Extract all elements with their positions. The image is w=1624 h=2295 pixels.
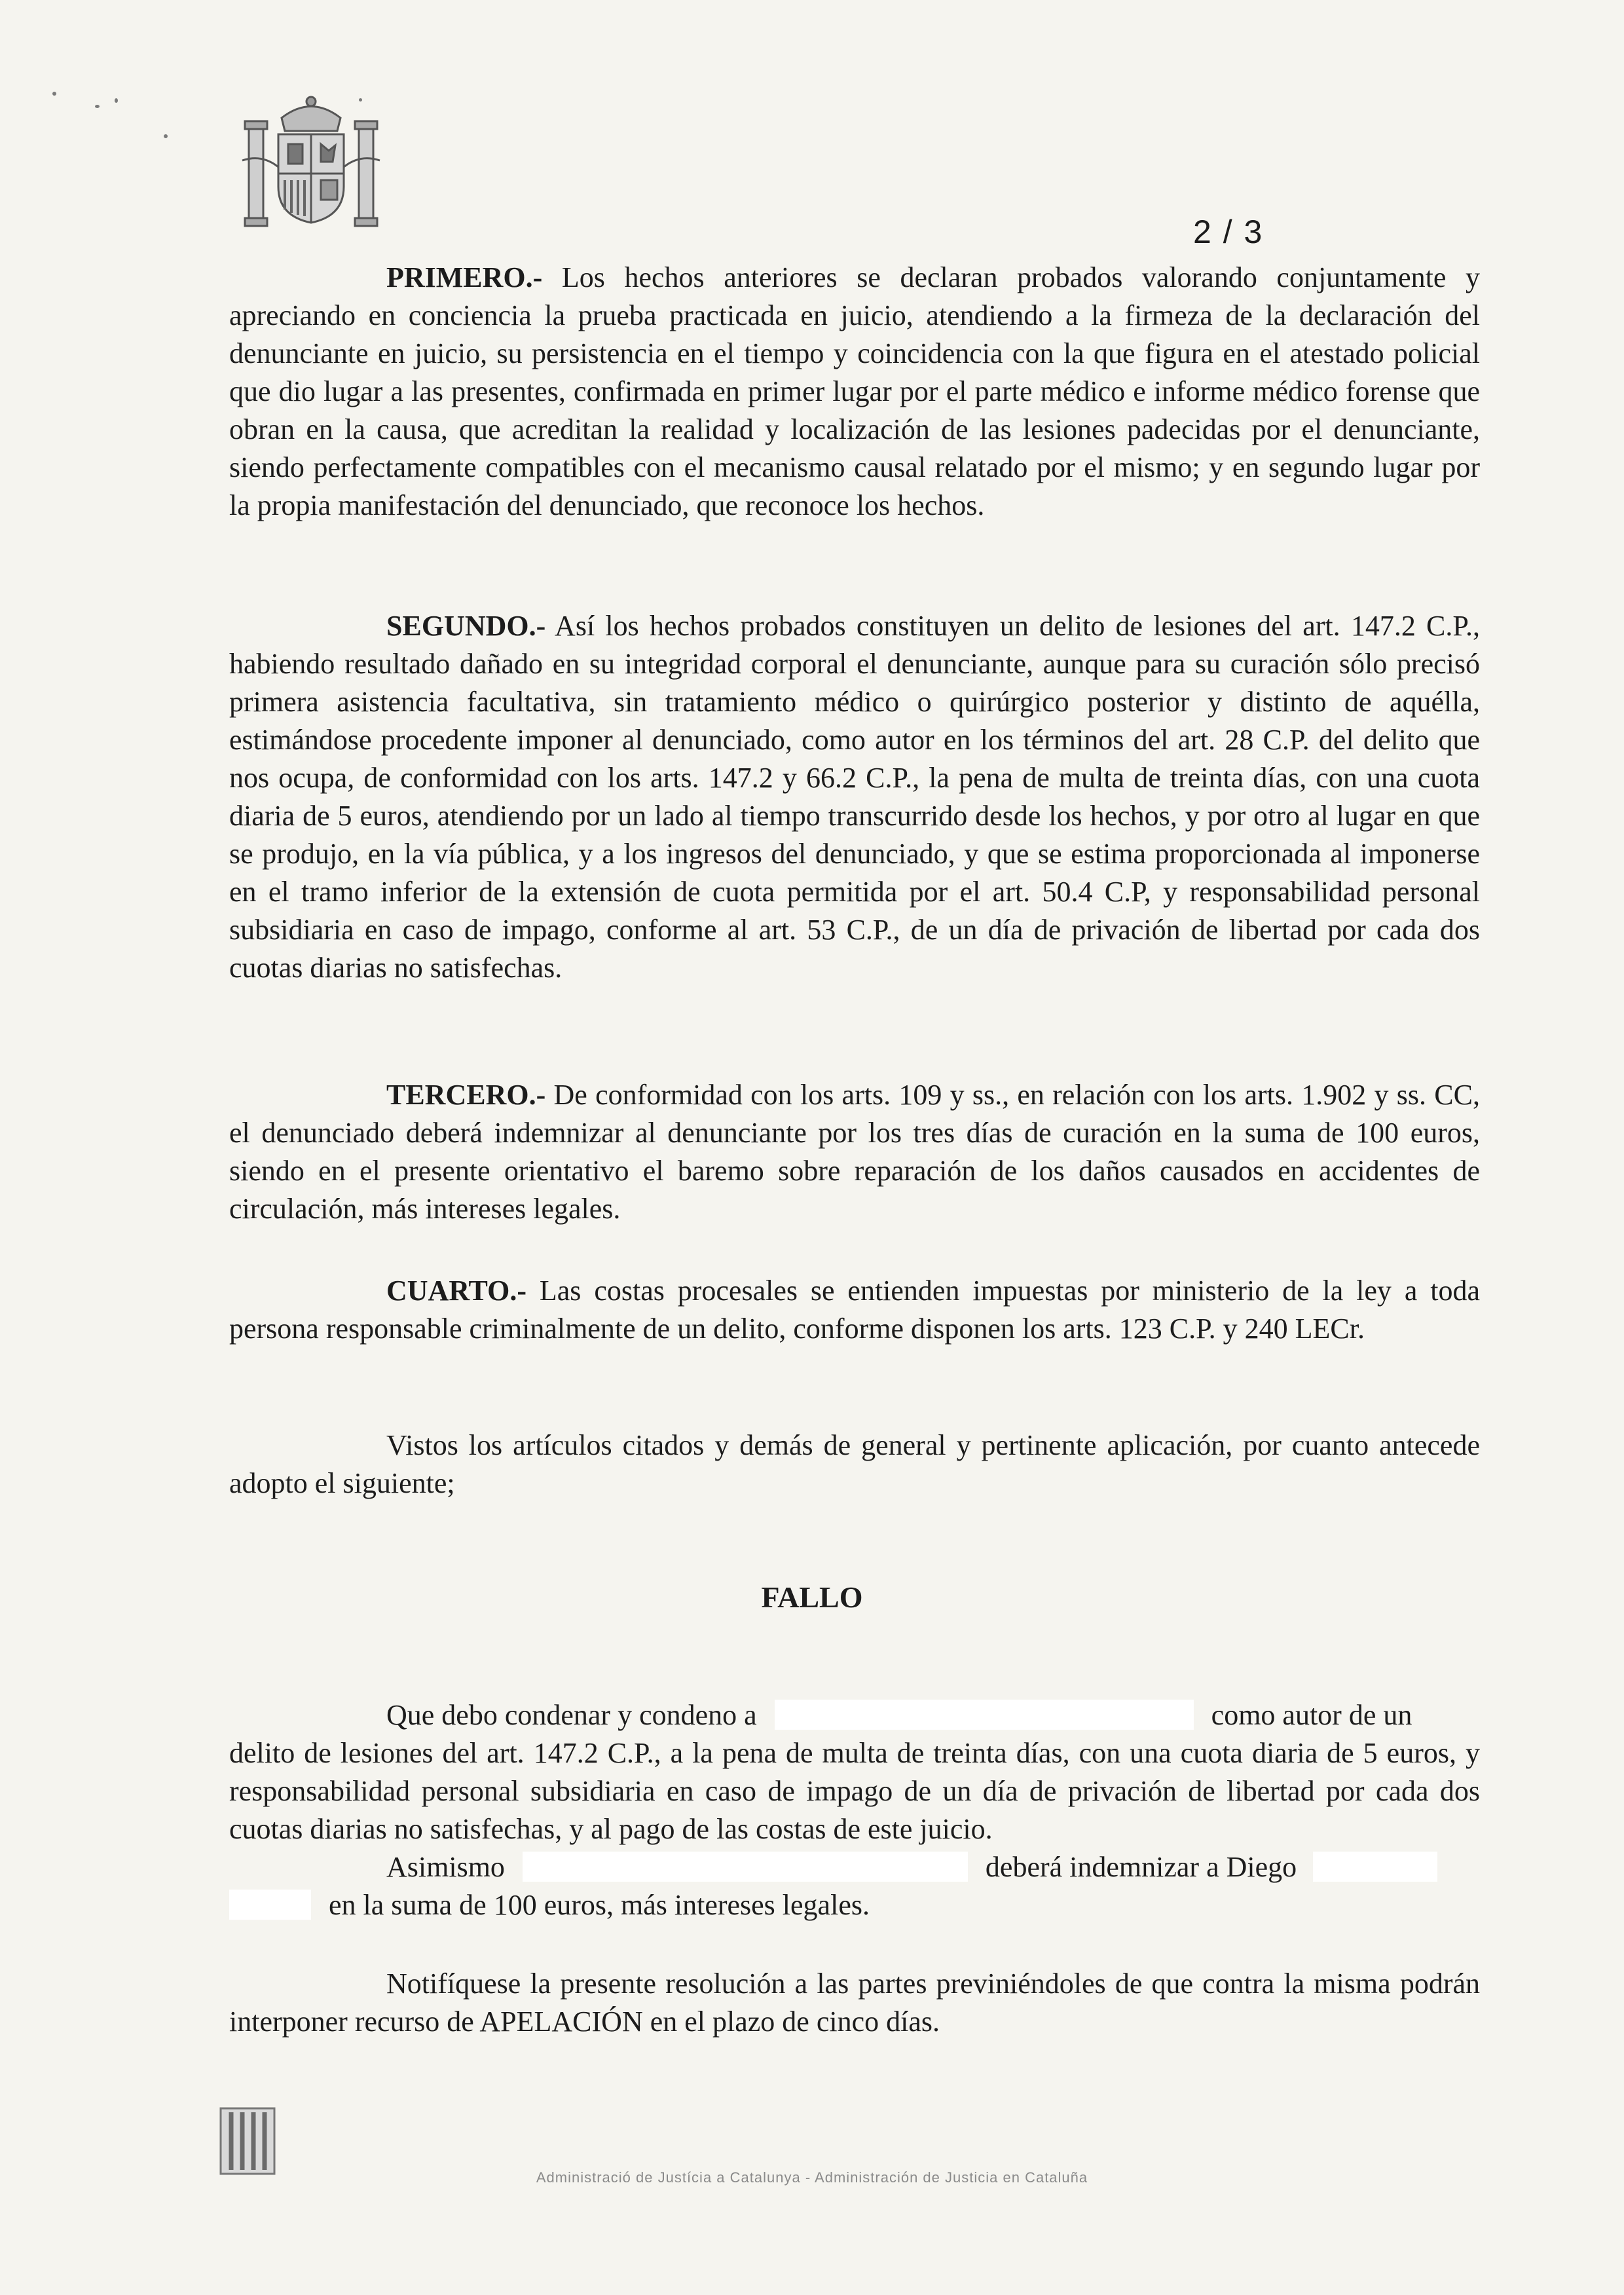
fallo-line-1 — [229, 1696, 1480, 1734]
scan-speck — [164, 134, 168, 138]
heading-tercero: TERCERO.- — [386, 1079, 546, 1111]
heading-primero: PRIMERO.- — [386, 261, 543, 293]
fallo-paragraph-3 — [229, 1965, 1480, 2041]
scan-speck — [95, 105, 100, 108]
fallo-paragraph-1-rest — [229, 1734, 1480, 1848]
paragraph-segundo — [229, 607, 1480, 987]
paragraph-tercero — [229, 1076, 1480, 1228]
text-primero: Los hechos anteriores se declaran probados valorando conjuntamente y apreciando en conciencia la prueba practicada en juicio, atendiendo a la firmeza de la declaración del denunciante en juicio, su persistencia en el tiempo y coincidencia con la que figura en el atestado policial que dio lugar a las presentes, confirmada en primer lugar por el parte médico e informe médico forense que obran en la causa, que acreditan la realidad y localización de las lesiones padecidas por el denunciante, siendo perfectamente compatibles con el mecanismo causal relatado por el mismo; y en segundo lugar por la propia manifestación del denunciado, que reconoce los hechos. — [229, 261, 1480, 521]
heading-cuarto: CUARTO.- — [386, 1275, 526, 1307]
fallo-line-2 — [229, 1848, 1480, 1886]
text-tercero: De conformidad con los arts. 109 y ss., en relación con los arts. 1.902 y ss. CC, el denunciado deberá indemnizar al denunciante por los tres días de curación en la suma de 100 euros, siendo en el presente orientativo el baremo sobre reparación de los daños causados en accidentes de circulación, más intereses legales. — [229, 1079, 1480, 1225]
redacted-surname — [1313, 1852, 1437, 1882]
generalitat-seal-icon — [218, 2106, 277, 2178]
text-cuarto: Las costas procesales se entienden impuestas por ministerio de la ley a toda persona responsable criminalmente de un delito, conforme disponen los arts. 123 C.P. y 240 LECr. — [229, 1275, 1481, 1345]
paragraph-primero — [229, 259, 1480, 525]
text-segundo: Así los hechos probados constituyen un delito de lesiones del art. 147.2 C.P., habiendo resultado dañado en su integridad corporal el denunciante, aunque para su curación sólo precisó primera asistencia facultativa, sin tratamiento médico o quirúrgico posterior y distinto de aquélla, estimándose procedente imponer al denunciado, como autor en los términos del art. 28 C.P. del delito que nos ocupa, de conformidad con los arts. 147.2 y 66.2 C.P., la pena de multa de treinta días, con una cuota diaria de 5 euros, atendiendo por un lado al tiempo transcurrido desde los hechos, y por otro al lugar en que se produjo, en la vía pública, y a los ingresos del denunciado, y que se estima proporcionada al imponerse en el tramo inferior de la extensión de cuota permitida por el art. 50.4 C.P, y responsabilidad personal subsidiaria en caso de impago, conforme al art. 53 C.P., de un día de privación de libertad por cada dos cuotas diarias no satisfechas. — [229, 610, 1481, 984]
paragraph-cuarto — [229, 1272, 1480, 1348]
text-vistos: Vistos los artículos citados y demás de general y pertinente aplicación, por cuanto antecede adopto el siguiente; — [229, 1429, 1480, 1499]
fallo-p1-rest: delito de lesiones del art. 147.2 C.P., a la pena de multa de treinta días, con una cuota diaria de 5 euros, y responsabilidad personal subsidiaria en caso de impago de un día de privación de libertad por cada dos cuotas diarias no satisfechas, y al pago de las costas de este juicio. — [229, 1737, 1480, 1845]
scan-speck — [359, 98, 362, 102]
fallo-p3: Notifíquese la presente resolución a las partes previniéndoles de que contra la misma podrán interponer recurso de APELACIÓN en el plazo de cinco días. — [229, 1968, 1480, 2038]
fallo-p1-mid: como autor de un — [1211, 1699, 1412, 1731]
heading-segundo: SEGUNDO.- — [386, 610, 546, 642]
redacted-name — [523, 1852, 968, 1882]
paragraph-vistos — [229, 1427, 1480, 1502]
fallo-p2-start: Asimismo — [386, 1851, 505, 1883]
fallo-line-3 — [229, 1886, 1480, 1924]
fallo-title: FALLO — [761, 1580, 863, 1614]
footer-text: Administració de Justícia a Catalunya - Administración de Justicia en Cataluña — [536, 2169, 1088, 2186]
fallo-p2-end: en la suma de 100 euros, más intereses legales. — [329, 1889, 870, 1921]
scan-speck — [115, 98, 118, 103]
fallo-p2-mid: deberá indemnizar a Diego — [985, 1851, 1297, 1883]
page-number: 2 / 3 — [1193, 214, 1264, 250]
fallo-p1-start: Que debo condenar y condeno a — [386, 1699, 757, 1731]
redacted-name — [775, 1700, 1194, 1730]
scan-speck — [52, 92, 56, 96]
spain-coat-of-arms-icon — [236, 82, 386, 233]
redacted-surname — [229, 1890, 311, 1920]
